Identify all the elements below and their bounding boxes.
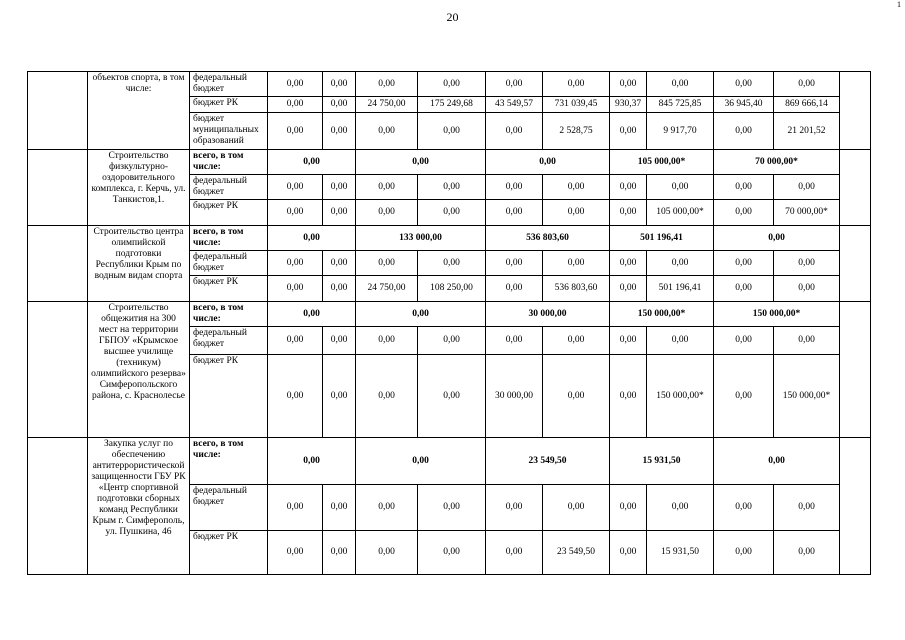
total-value: 0,00 xyxy=(356,438,486,485)
total-value: 150 000,00* xyxy=(714,302,840,327)
value-cell: 0,00 xyxy=(323,97,356,113)
object-description: Строительство физкультурно-оздоровительного комплекса, г. Керчь, ул. Танкистов,1. xyxy=(88,150,190,226)
value-cell: 0,00 xyxy=(610,327,647,355)
total-value: 0,00 xyxy=(714,438,840,485)
value-cell: 43 549,57 xyxy=(486,97,543,113)
value-cell: 0,00 xyxy=(543,355,610,438)
value-cell: 30 000,00 xyxy=(486,355,543,438)
value-cell: 0,00 xyxy=(714,113,774,150)
value-cell: 0,00 xyxy=(418,531,486,575)
value-cell: 0,00 xyxy=(323,485,356,531)
value-cell: 0,00 xyxy=(268,72,323,97)
value-cell: 0,00 xyxy=(610,251,647,276)
value-cell: 930,37 xyxy=(610,97,647,113)
value-cell: 9 917,70 xyxy=(647,113,714,150)
value-cell: 0,00 xyxy=(356,355,418,438)
value-cell: 0,00 xyxy=(323,251,356,276)
blank-cell xyxy=(28,150,88,226)
value-cell: 0,00 xyxy=(714,531,774,575)
value-cell: 0,00 xyxy=(268,251,323,276)
value-cell: 0,00 xyxy=(356,531,418,575)
value-cell: 0,00 xyxy=(543,251,610,276)
value-cell: 0,00 xyxy=(418,355,486,438)
table-row xyxy=(28,150,871,175)
value-cell: 0,00 xyxy=(323,276,356,302)
value-cell: 501 196,41 xyxy=(647,276,714,302)
value-cell: 70 000,00* xyxy=(774,200,840,226)
value-cell: 0,00 xyxy=(543,485,610,531)
value-cell: 0,00 xyxy=(323,72,356,97)
object-description: объектов спорта, в том числе: xyxy=(88,72,190,150)
value-cell: 0,00 xyxy=(323,327,356,355)
funding-source: бюджет РК xyxy=(190,97,268,113)
blank-cell xyxy=(28,302,88,438)
blank-cell xyxy=(28,438,88,575)
value-cell: 24 750,00 xyxy=(356,97,418,113)
value-cell: 0,00 xyxy=(714,175,774,200)
value-cell: 0,00 xyxy=(610,485,647,531)
value-cell: 0,00 xyxy=(268,276,323,302)
value-cell: 105 000,00* xyxy=(647,200,714,226)
value-cell: 0,00 xyxy=(714,276,774,302)
value-cell: 0,00 xyxy=(714,251,774,276)
value-cell: 0,00 xyxy=(714,485,774,531)
value-cell: 0,00 xyxy=(323,531,356,575)
value-cell: 0,00 xyxy=(356,200,418,226)
object-description: Строительство общежития на 300 мест на территории ГБПОУ «Крымское высшее училище (техникум) олимпийского резерва» Симферопольского района, с. Краснолесье xyxy=(88,302,190,438)
value-cell: 0,00 xyxy=(774,327,840,355)
budget-table xyxy=(27,71,871,575)
value-cell: 15 931,50 xyxy=(647,531,714,575)
total-label: всего, в том числе: xyxy=(190,150,268,175)
total-value: 536 803,60 xyxy=(486,226,610,251)
total-value: 30 000,00 xyxy=(486,302,610,327)
value-cell: 0,00 xyxy=(714,355,774,438)
value-cell: 0,00 xyxy=(774,276,840,302)
table-row xyxy=(28,226,871,251)
blank-cell xyxy=(840,302,871,438)
value-cell: 0,00 xyxy=(418,327,486,355)
value-cell: 0,00 xyxy=(774,251,840,276)
value-cell: 0,00 xyxy=(543,72,610,97)
value-cell: 0,00 xyxy=(323,355,356,438)
value-cell: 0,00 xyxy=(647,251,714,276)
value-cell: 0,00 xyxy=(418,72,486,97)
value-cell: 845 725,85 xyxy=(647,97,714,113)
value-cell: 108 250,00 xyxy=(418,276,486,302)
value-cell: 0,00 xyxy=(356,327,418,355)
total-value: 501 196,41 xyxy=(610,226,714,251)
value-cell: 0,00 xyxy=(647,327,714,355)
object-description: Закупка услуг по обеспечению антитеррористической защищенности ГБУ РК «Центр спортивной подготовки сборных команд Республики Крым г. Симферополь, ул. Пушкина, 46 xyxy=(88,438,190,575)
value-cell: 0,00 xyxy=(356,251,418,276)
value-cell: 0,00 xyxy=(486,200,543,226)
value-cell: 0,00 xyxy=(714,200,774,226)
value-cell: 36 945,40 xyxy=(714,97,774,113)
value-cell: 0,00 xyxy=(323,175,356,200)
value-cell: 0,00 xyxy=(774,175,840,200)
value-cell: 0,00 xyxy=(486,175,543,200)
total-value: 0,00 xyxy=(486,150,610,175)
total-value: 0,00 xyxy=(714,226,840,251)
value-cell: 0,00 xyxy=(268,327,323,355)
value-cell: 2 528,75 xyxy=(543,113,610,150)
value-cell: 0,00 xyxy=(610,531,647,575)
blank-cell xyxy=(840,72,871,150)
total-value: 23 549,50 xyxy=(486,438,610,485)
value-cell: 21 201,52 xyxy=(774,113,840,150)
total-value: 0,00 xyxy=(356,302,486,327)
value-cell: 0,00 xyxy=(356,175,418,200)
value-cell: 0,00 xyxy=(356,485,418,531)
funding-source: федеральный бюджет xyxy=(190,251,268,276)
table-row xyxy=(28,72,871,97)
value-cell: 0,00 xyxy=(356,113,418,150)
value-cell: 150 000,00* xyxy=(647,355,714,438)
value-cell: 0,00 xyxy=(774,485,840,531)
value-cell: 0,00 xyxy=(610,276,647,302)
corner-mark: 1 xyxy=(897,0,901,9)
value-cell: 0,00 xyxy=(486,485,543,531)
value-cell: 0,00 xyxy=(323,113,356,150)
blank-cell xyxy=(28,72,88,150)
value-cell: 0,00 xyxy=(268,485,323,531)
funding-source: бюджет РК xyxy=(190,276,268,302)
total-value: 0,00 xyxy=(356,150,486,175)
value-cell: 0,00 xyxy=(268,175,323,200)
funding-source: бюджет муниципальных образований xyxy=(190,113,268,150)
value-cell: 0,00 xyxy=(714,327,774,355)
value-cell: 0,00 xyxy=(774,72,840,97)
total-value: 70 000,00* xyxy=(714,150,840,175)
value-cell: 0,00 xyxy=(418,485,486,531)
value-cell: 0,00 xyxy=(647,485,714,531)
value-cell: 0,00 xyxy=(486,251,543,276)
total-value: 0,00 xyxy=(268,438,356,485)
value-cell: 536 803,60 xyxy=(543,276,610,302)
total-value: 0,00 xyxy=(268,150,356,175)
total-value: 0,00 xyxy=(268,226,356,251)
funding-source: федеральный бюджет xyxy=(190,72,268,97)
value-cell: 0,00 xyxy=(486,327,543,355)
blank-cell xyxy=(28,226,88,302)
table-row xyxy=(28,302,871,327)
value-cell: 0,00 xyxy=(543,200,610,226)
funding-source: бюджет РК xyxy=(190,200,268,226)
value-cell: 0,00 xyxy=(268,113,323,150)
value-cell: 0,00 xyxy=(323,200,356,226)
value-cell: 0,00 xyxy=(543,175,610,200)
value-cell: 24 750,00 xyxy=(356,276,418,302)
funding-source: федеральный бюджет xyxy=(190,327,268,355)
value-cell: 0,00 xyxy=(418,113,486,150)
value-cell: 0,00 xyxy=(610,355,647,438)
total-label: всего, в том числе: xyxy=(190,302,268,327)
blank-cell xyxy=(840,438,871,575)
page-number: 20 xyxy=(446,10,459,24)
value-cell: 150 000,00* xyxy=(774,355,840,438)
value-cell: 0,00 xyxy=(543,327,610,355)
value-cell: 0,00 xyxy=(418,175,486,200)
value-cell: 869 666,14 xyxy=(774,97,840,113)
funding-source: федеральный бюджет xyxy=(190,175,268,200)
value-cell: 23 549,50 xyxy=(543,531,610,575)
object-description: Строительство центра олимпийской подготовки Республики Крым по водным видам спорта xyxy=(88,226,190,302)
value-cell: 0,00 xyxy=(268,355,323,438)
total-value: 105 000,00* xyxy=(610,150,714,175)
value-cell: 0,00 xyxy=(610,72,647,97)
value-cell: 0,00 xyxy=(486,531,543,575)
total-label: всего, в том числе: xyxy=(190,438,268,485)
value-cell: 0,00 xyxy=(774,531,840,575)
blank-cell xyxy=(840,226,871,302)
blank-cell xyxy=(840,150,871,226)
funding-source: федеральный бюджет xyxy=(190,485,268,531)
value-cell: 0,00 xyxy=(486,276,543,302)
value-cell: 0,00 xyxy=(714,72,774,97)
value-cell: 0,00 xyxy=(268,531,323,575)
total-value: 150 000,00* xyxy=(610,302,714,327)
total-value: 15 931,50 xyxy=(610,438,714,485)
value-cell: 0,00 xyxy=(356,72,418,97)
total-value: 133 000,00 xyxy=(356,226,486,251)
value-cell: 731 039,45 xyxy=(543,97,610,113)
value-cell: 0,00 xyxy=(268,97,323,113)
value-cell: 0,00 xyxy=(647,72,714,97)
funding-source: бюджет РК xyxy=(190,355,268,438)
value-cell: 0,00 xyxy=(486,113,543,150)
value-cell: 175 249,68 xyxy=(418,97,486,113)
total-value: 0,00 xyxy=(268,302,356,327)
funding-source: бюджет РК xyxy=(190,531,268,575)
value-cell: 0,00 xyxy=(486,72,543,97)
value-cell: 0,00 xyxy=(647,175,714,200)
total-label: всего, в том числе: xyxy=(190,226,268,251)
table-row xyxy=(28,438,871,485)
value-cell: 0,00 xyxy=(610,113,647,150)
value-cell: 0,00 xyxy=(610,175,647,200)
value-cell: 0,00 xyxy=(268,200,323,226)
value-cell: 0,00 xyxy=(610,200,647,226)
value-cell: 0,00 xyxy=(418,251,486,276)
value-cell: 0,00 xyxy=(418,200,486,226)
